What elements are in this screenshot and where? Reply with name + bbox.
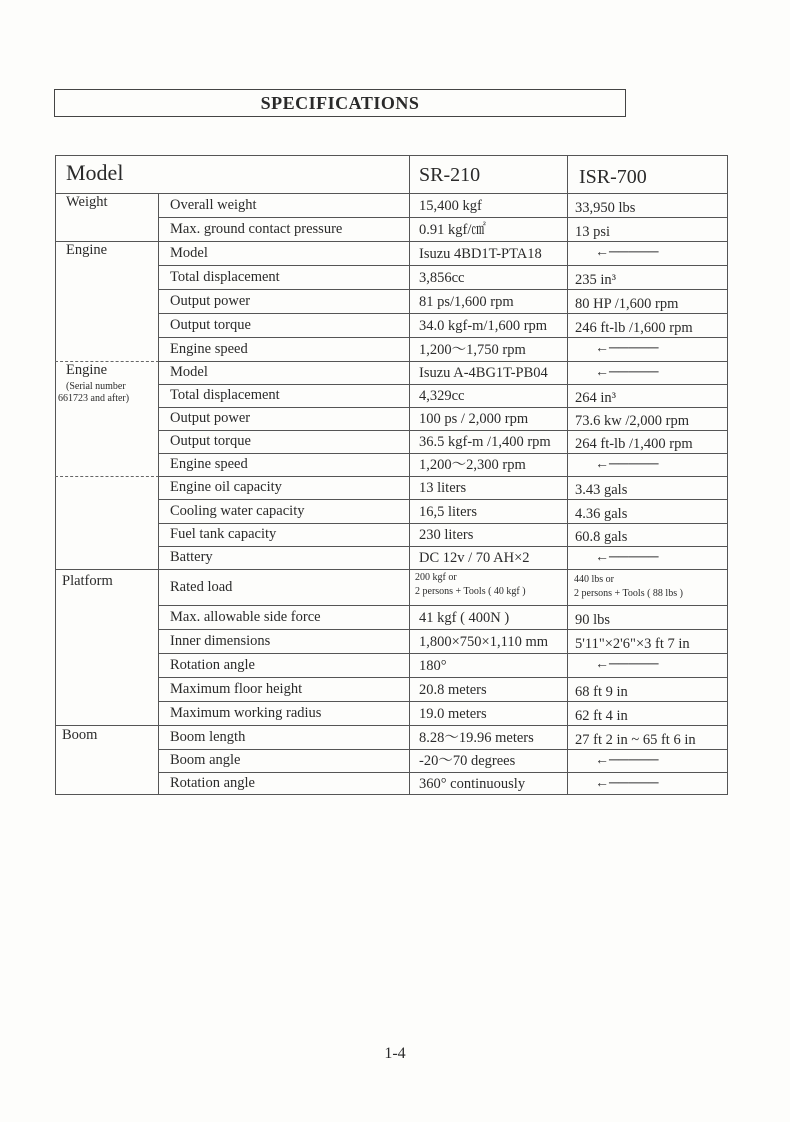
isr700-value: 62 ft 4 in bbox=[575, 707, 628, 724]
isr700-value: 264 ft-lb /1,400 rpm bbox=[575, 436, 693, 452]
col-divider-isr bbox=[567, 155, 568, 795]
row-divider bbox=[158, 217, 728, 218]
row-divider bbox=[158, 453, 728, 454]
header-divider bbox=[55, 193, 728, 194]
spec-item-label: Cooling water capacity bbox=[170, 502, 305, 519]
row-divider bbox=[158, 701, 728, 702]
row-divider bbox=[158, 546, 728, 547]
row-divider bbox=[158, 289, 728, 290]
spec-item-label: Rated load bbox=[170, 578, 233, 595]
sr210-value: 81 ps/1,600 rpm bbox=[419, 293, 514, 310]
isr700-value: 5'11"×2'6"×3 ft 7 in bbox=[575, 635, 690, 652]
row-divider bbox=[158, 241, 728, 242]
spec-item-label: Inner dimensions bbox=[170, 632, 271, 649]
spec-item-label: Battery bbox=[170, 549, 213, 565]
header-model-label: Model bbox=[66, 160, 124, 185]
isr700-value: 3.43 gals bbox=[575, 482, 628, 498]
sr210-value: 360° continuously bbox=[419, 776, 526, 792]
sr210-value: 4,329cc bbox=[419, 388, 465, 404]
spec-item-label: Overall weight bbox=[170, 196, 257, 213]
sr210-value: 1,800×750×1,110 mm bbox=[419, 633, 548, 650]
row-divider bbox=[158, 499, 728, 500]
sr210-value: 34.0 kgf-m/1,600 rpm bbox=[419, 317, 548, 334]
spec-item-label: Rotation angle bbox=[170, 656, 255, 673]
isr700-value: 440 lbs or bbox=[574, 574, 614, 585]
spec-item-label: Total displacement bbox=[170, 387, 280, 403]
row-divider bbox=[158, 265, 728, 266]
sr210-value: 1,200～2,300 rpm bbox=[419, 457, 526, 473]
isr700-value: 60.8 gals bbox=[575, 529, 628, 545]
row-divider bbox=[158, 337, 728, 338]
header-sr210: SR-210 bbox=[419, 164, 481, 186]
row-divider bbox=[158, 430, 728, 431]
same-as-left-arrow-icon: ←───── bbox=[595, 657, 659, 672]
row-divider bbox=[158, 384, 728, 385]
sr210-value: 3,856cc bbox=[419, 269, 465, 286]
spec-table bbox=[55, 155, 728, 795]
isr700-value: 73.6 kw /2,000 rpm bbox=[575, 413, 689, 429]
sr210-value: 0.91 kgf/㎠ bbox=[419, 221, 486, 238]
spec-item-label: Fuel tank capacity bbox=[170, 526, 277, 542]
sr210-value: 13 liters bbox=[419, 480, 467, 496]
sr210-value: 8.28～19.96 meters bbox=[419, 729, 534, 746]
row-divider bbox=[158, 677, 728, 678]
sr210-value: 16,5 liters bbox=[419, 503, 477, 520]
header-isr700: ISR-700 bbox=[579, 166, 647, 188]
row-divider bbox=[158, 407, 728, 408]
group-engine: Engine bbox=[66, 242, 108, 258]
row-divider bbox=[158, 653, 728, 654]
isr700-value: 264 in³ bbox=[575, 390, 617, 406]
row-divider bbox=[158, 313, 728, 314]
sr210-value: 15,400 kgf bbox=[419, 197, 482, 214]
spec-item-label: Boom angle bbox=[170, 752, 241, 768]
group-divider-service bbox=[55, 569, 159, 570]
row-divider bbox=[158, 361, 728, 362]
sr210-value: 41 kgf ( 400N ) bbox=[419, 609, 510, 626]
table-border-top bbox=[55, 155, 728, 156]
sr210-value: Isuzu A-4BG1T-PB04 bbox=[419, 365, 548, 381]
same-as-left-arrow-icon: ←───── bbox=[595, 364, 659, 380]
group-boom: Boom bbox=[62, 727, 98, 743]
page-title: SPECIFICATIONS bbox=[260, 93, 420, 113]
spec-item-label: Boom length bbox=[170, 728, 246, 745]
row-divider bbox=[158, 569, 728, 570]
isr700-value: 13 psi bbox=[575, 223, 611, 240]
page-number: 1-4 bbox=[384, 1045, 406, 1062]
sr210-value: 1,200～1,750 rpm bbox=[419, 341, 526, 358]
same-as-left-arrow-icon: ←───── bbox=[595, 752, 659, 768]
same-as-left-arrow-icon: ←───── bbox=[595, 549, 659, 565]
group-weight: Weight bbox=[66, 194, 108, 210]
row-divider bbox=[158, 476, 728, 477]
sr210-value: Isuzu 4BD1T-PTA18 bbox=[419, 245, 542, 262]
isr700-value: 90 lbs bbox=[575, 611, 611, 628]
sr210-value: 230 liters bbox=[419, 527, 474, 543]
row-divider bbox=[158, 523, 728, 524]
spec-item-label: Maximum working radius bbox=[170, 704, 322, 721]
spec-item-label: Engine oil capacity bbox=[170, 479, 282, 495]
spec-item-label: Max. allowable side force bbox=[170, 608, 321, 625]
sr210-value: 19.0 meters bbox=[419, 705, 487, 722]
isr700-value: 33,950 lbs bbox=[575, 199, 636, 216]
isr700-value: 27 ft 2 in ~ 65 ft 6 in bbox=[575, 731, 696, 748]
sr210-value: 100 ps / 2,000 rpm bbox=[419, 411, 529, 427]
same-as-left-arrow-icon: ←───── bbox=[595, 775, 659, 791]
col-divider-sr bbox=[409, 155, 410, 795]
spec-item-label: Output torque bbox=[170, 316, 251, 333]
same-as-left-arrow-icon: ←───── bbox=[595, 245, 659, 260]
isr700-value: 80 HP /1,600 rpm bbox=[575, 295, 679, 312]
spec-item-label: Output torque bbox=[170, 433, 251, 449]
isr700-value: 246 ft-lb /1,600 rpm bbox=[575, 319, 693, 336]
group-engine-serial: Engine bbox=[66, 362, 108, 378]
group-engine-serial-note2: 661723 and after) bbox=[58, 393, 130, 404]
row-divider bbox=[158, 772, 728, 773]
sr210-value: 200 kgf or bbox=[415, 572, 457, 583]
spec-item-label: Rotation angle bbox=[170, 775, 255, 791]
spec-item-label: Engine speed bbox=[170, 340, 248, 357]
group-divider-engine2 bbox=[55, 476, 159, 477]
isr700-value: 4.36 gals bbox=[575, 505, 628, 522]
spec-item-label: Model bbox=[170, 244, 208, 261]
group-divider-platform bbox=[55, 725, 159, 726]
spec-item-label: Engine speed bbox=[170, 456, 248, 472]
row-divider bbox=[158, 725, 728, 726]
sr210-value: 36.5 kgf-m /1,400 rpm bbox=[419, 434, 551, 450]
isr700-value: 68 ft 9 in bbox=[575, 683, 628, 700]
spec-item-label: Output power bbox=[170, 410, 251, 426]
sr210-value: -20～70 degrees bbox=[419, 753, 516, 769]
sr210-value-line2: 2 persons + Tools ( 40 kgf ) bbox=[415, 586, 526, 597]
sr210-value: DC 12v / 70 AH×2 bbox=[419, 550, 530, 566]
group-engine-serial-note1: (Serial number bbox=[66, 381, 126, 392]
spec-item-label: Output power bbox=[170, 292, 251, 309]
sr210-value: 180° bbox=[419, 657, 447, 674]
row-divider bbox=[158, 749, 728, 750]
spec-item-label: Total displacement bbox=[170, 268, 280, 285]
spec-item-label: Model bbox=[170, 364, 208, 380]
isr700-value-line2: 2 persons + Tools ( 88 lbs ) bbox=[574, 588, 683, 599]
row-divider bbox=[158, 629, 728, 630]
row-divider bbox=[158, 605, 728, 606]
title-box bbox=[54, 89, 626, 117]
sr210-value: 20.8 meters bbox=[419, 681, 487, 698]
col-divider-item bbox=[158, 193, 159, 795]
spec-item-label: Max. ground contact pressure bbox=[170, 220, 343, 237]
table-border-left bbox=[55, 155, 56, 795]
isr700-value: 235 in³ bbox=[575, 271, 617, 288]
spec-item-label: Maximum floor height bbox=[170, 680, 303, 697]
same-as-left-arrow-icon: ←───── bbox=[595, 456, 659, 472]
table-border-right bbox=[727, 155, 728, 795]
table-border-bottom bbox=[55, 794, 728, 795]
same-as-left-arrow-icon: ←───── bbox=[595, 341, 659, 356]
group-platform: Platform bbox=[62, 573, 113, 589]
